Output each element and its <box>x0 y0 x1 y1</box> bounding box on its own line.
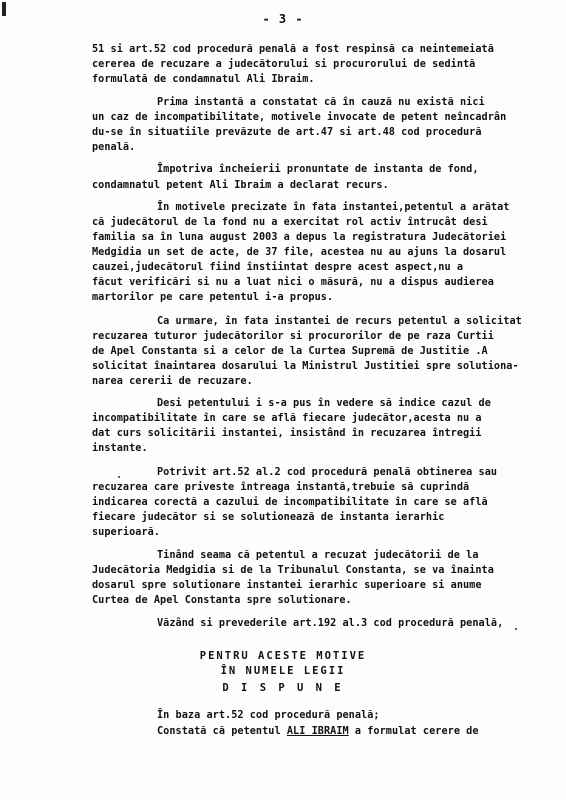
text-line: Prima instantã a constatat cã în cauzã nu existã nici <box>157 97 485 108</box>
petitioner-name: ALI IBRAIM <box>286 726 349 737</box>
text-line: de Apel Constanta si a celor de la Curtea Supremã de Justitie .A <box>92 346 488 357</box>
text-line: Curtea de Apel Constanta spre solutionare. <box>92 595 352 606</box>
dispositive-text: a formulat cerere de <box>348 726 479 737</box>
scan-speck <box>515 628 517 630</box>
text-line: Medgidia un set de acte, de 37 file, acestea nu au ajuns la dosarul <box>92 247 507 258</box>
text-line: instante. <box>92 443 148 454</box>
text-line: fãcut verificãri si nu a luat nici o mãsurã, nu a dispus audierea <box>92 277 494 288</box>
text-line: narea cererii de recuzare. <box>92 376 253 387</box>
text-line: incompatibilitate în care se aflã fiecare judecãtor,acesta nu a <box>92 413 482 424</box>
text-line: superioarã. <box>92 527 161 538</box>
text-line: Ca urmare, în fata instantei de recurs petentul a solicitat <box>157 316 522 327</box>
text-line: Desi petentului i s-a pus în vedere sã indice cazul de <box>157 398 491 409</box>
text-line: dat curs solicitãrii instantei, insistând în recuzarea întregii <box>92 428 482 439</box>
text-line: un caz de incompatibilitate, motivele invocate de petent neîncadrân <box>92 112 507 123</box>
text-line: cererea de recuzare a judecãtorului si procurorului de sedintã <box>92 59 476 70</box>
text-line: cauzei,judecãtorul fiind înstiintat despre acest aspect,nu a <box>92 262 464 273</box>
scan-speck <box>118 476 120 478</box>
text-line: Tinând seama cã petentul a recuzat judecãtorii de la <box>157 550 479 561</box>
text-line: Împotriva încheierii pronuntate de instanta de fond, <box>157 164 479 175</box>
heading-in-numele-legii: ÎN NUMELE LEGII <box>220 665 346 677</box>
text-line: Judecãtoria Medgidia si de la Tribunalul Constanta, se va înainta <box>92 565 494 576</box>
text-line: penalã. <box>92 142 136 153</box>
text-line: martorilor pe care petentul i-a propus. <box>92 292 334 303</box>
text-line: Vãzând si prevederile art.192 al.3 cod procedurã penalã, <box>157 618 504 629</box>
text-line: solicitat înaintarea dosarului la Ministrul Justitiei spre solutiona- <box>92 361 519 372</box>
dispositive-line: În baza art.52 cod procedurã penalã; <box>157 710 380 721</box>
dispositive-line <box>157 726 479 738</box>
text-line: Potrivit art.52 al.2 cod procedurã penalã obtinerea sau <box>157 467 498 478</box>
text-line: formulatã de condamnatul Ali Ibraim. <box>92 74 315 85</box>
page-number: - 3 - <box>262 12 304 26</box>
text-line: 51 si art.52 cod procedurã penalã a fost respinsã ca neintemeiatã <box>92 44 494 55</box>
text-line: În motivele precizate în fata instantei,petentul a arãtat <box>157 202 510 213</box>
dispositive-text: Constatã cã petentul <box>157 726 287 737</box>
text-line: condamnatul petent Ali Ibraim a declarat recurs. <box>92 180 389 191</box>
heading-dispune: D I S P U N E <box>222 682 344 694</box>
text-line: cã judecãtorul de la fond nu a exercitat rol activ întrucât desi <box>92 217 488 228</box>
text-line: recuzarea care priveste întreaga instantã,trebuie sã cuprindã <box>92 482 470 493</box>
text-line: recuzarea tuturor judecãtorilor si procurorilor de pe raza Curtii <box>92 331 494 342</box>
text-line: indicarea corectã a cazului de incompatibilitate în care se aflã <box>92 497 488 508</box>
text-line: fiecare judecãtor si se solutioneazã de instanta ierarhic <box>92 512 445 523</box>
text-line: du-se în situatiile prevãzute de art.47 si art.48 cod procedurã <box>92 127 482 138</box>
text-line: familia sa în luna august 2003 a depus la registratura Judecãtoriei <box>92 232 507 243</box>
text-line: dosarul spre solutionare instantei ierarhic superioare si anume <box>92 580 482 591</box>
heading-pentru-aceste-motive: PENTRU ACESTE MOTIVE <box>199 650 367 662</box>
